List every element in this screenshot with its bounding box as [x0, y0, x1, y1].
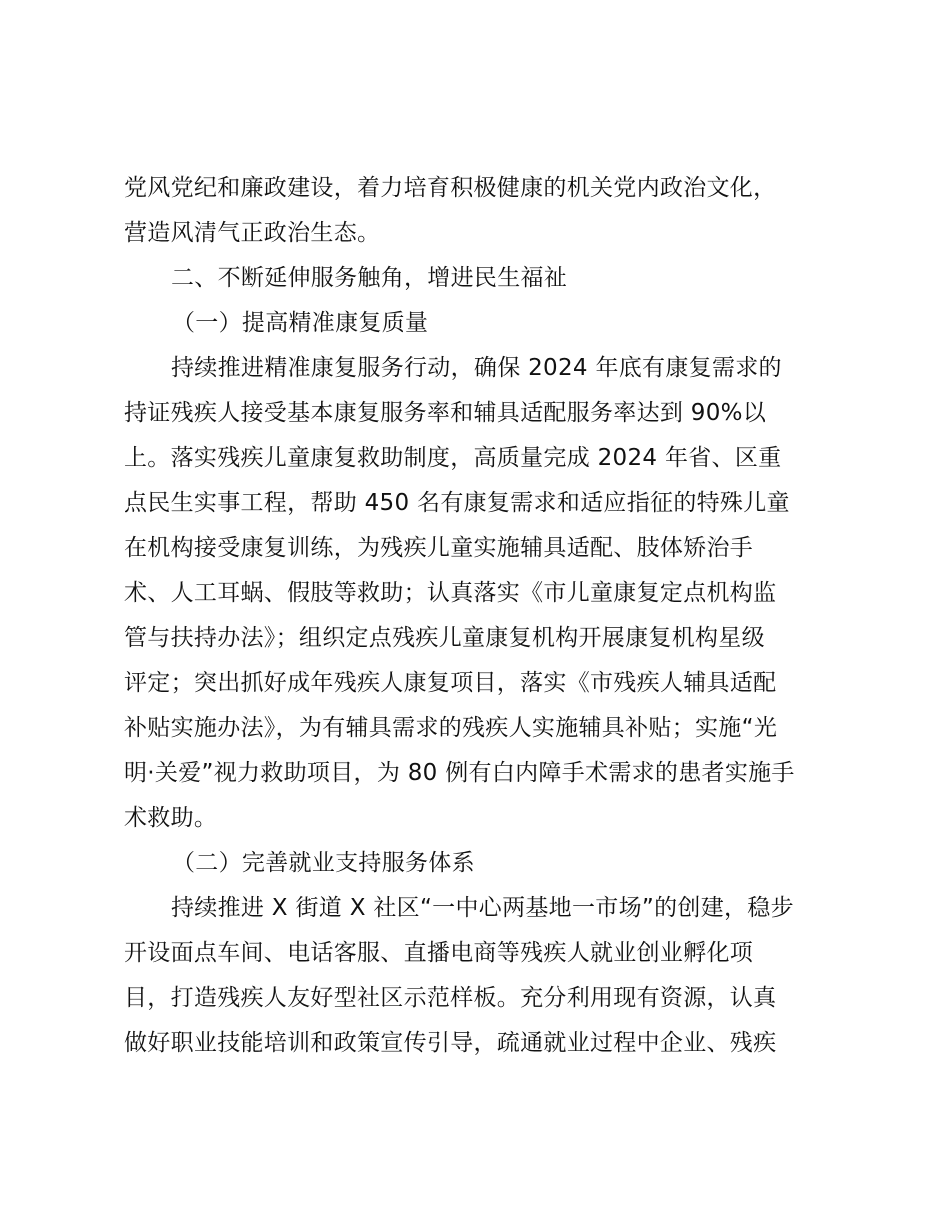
paragraph-line: 术、人工耳蜗、假肢等救助；认真落实《市儿童康复定点机构监	[124, 580, 777, 606]
paragraph-line: 做好职业技能培训和政策宣传引导，疏通就业过程中企业、残疾	[124, 1030, 777, 1056]
paragraph-line: 党风党纪和廉政建设，着力培育积极健康的机关党内政治文化，	[124, 175, 777, 201]
paragraph-line: 点民生实事工程，帮助 450 名有康复需求和适应指征的特殊儿童	[124, 490, 790, 516]
paragraph-line: 持续推进 X 街道 X 社区“一中心两基地一市场”的创建，稳步	[171, 895, 794, 921]
paragraph-line: 评定；突出抓好成年残疾人康复项目，落实《市残疾人辅具适配	[124, 670, 777, 696]
section-heading: 二、不断延伸服务触角，增进民生福祉	[171, 265, 568, 291]
paragraph-line: 上。落实残疾儿童康复救助制度，高质量完成 2024 年省、区重	[124, 445, 782, 471]
paragraph-line: 持续推进精准康复服务行动，确保 2024 年底有康复需求的	[171, 355, 782, 381]
paragraph-line: 补贴实施办法》，为有辅具需求的残疾人实施辅具补贴；实施“光	[124, 715, 778, 741]
subsection-heading: （二）完善就业支持服务体系	[172, 850, 475, 876]
document-body	[124, 166, 836, 1066]
paragraph-line: 在机构接受康复训练，为残疾儿童实施辅具适配、肢体矫治手	[124, 535, 754, 561]
paragraph-line: 管与扶持办法》；组织定点残疾儿童康复机构开展康复机构星级	[124, 625, 765, 651]
paragraph-line: 开设面点车间、电话客服、直播电商等残疾人就业创业孵化项	[124, 940, 754, 966]
paragraph-line: 目，打造残疾人友好型社区示范样板。充分利用现有资源，认真	[124, 985, 777, 1011]
subsection-heading: （一）提高精准康复质量	[172, 310, 429, 336]
paragraph-line: 术救助。	[124, 805, 218, 831]
paragraph-line: 营造风清气正政治生态。	[124, 220, 381, 246]
paragraph-line: 持证残疾人接受基本康复服务率和辅具适配服务率达到 90%以	[124, 400, 767, 426]
paragraph-line: 明·关爱”视力救助项目，为 80 例有白内障手术需求的患者实施手	[124, 760, 795, 786]
